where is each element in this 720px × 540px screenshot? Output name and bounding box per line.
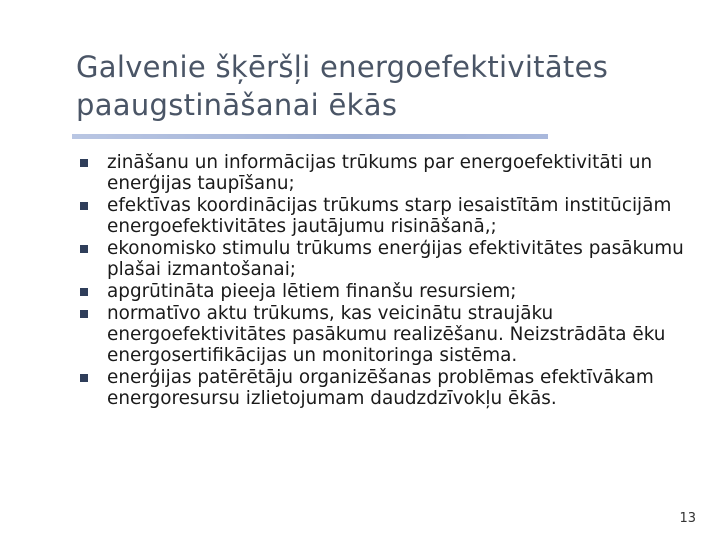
list-item-text: zināšanu un informācijas trūkums par energoefektivitāti un enerģijas taupīšanu; (107, 152, 653, 194)
square-bullet-icon (80, 288, 88, 296)
list-item-text: enerģijas patērētāju organizēšanas problēmas efektīvākam energoresursu izlietojumam daudzdzīvokļu ēkās. (107, 367, 654, 409)
square-bullet-icon (80, 159, 88, 167)
slide-title: Galvenie šķēršļi energoefektivitātes paaugstināšanai ēkās (76, 50, 609, 122)
square-bullet-icon (80, 310, 88, 318)
list-item (78, 303, 698, 366)
list-item-text: apgrūtināta pieeja lētiem finanšu resursiem; (107, 281, 517, 302)
title-underline (72, 134, 548, 139)
square-bullet-icon (80, 202, 88, 210)
bullet-list (78, 152, 698, 410)
list-item (78, 238, 698, 280)
list-item (78, 367, 698, 409)
page-number: 13 (679, 511, 696, 526)
list-item (78, 195, 698, 237)
list-item (78, 281, 698, 302)
list-item-text: normatīvo aktu trūkums, kas veicinātu straujāku energoefektivitātes pasākumu realizēšanu. Neizstrādāta ēku energosertifikācijas un monitoringa sistēma. (107, 303, 666, 366)
square-bullet-icon (80, 245, 88, 253)
list-item-text: ekonomisko stimulu trūkums enerģijas efektivitātes pasākumu plašai izmantošanai; (107, 238, 684, 280)
list-item-text: efektīvas koordinācijas trūkums starp iesaistītām institūcijām energoefektivitātes jautājumu risināšanā,; (107, 195, 672, 237)
list-item (78, 152, 698, 194)
square-bullet-icon (80, 374, 88, 382)
